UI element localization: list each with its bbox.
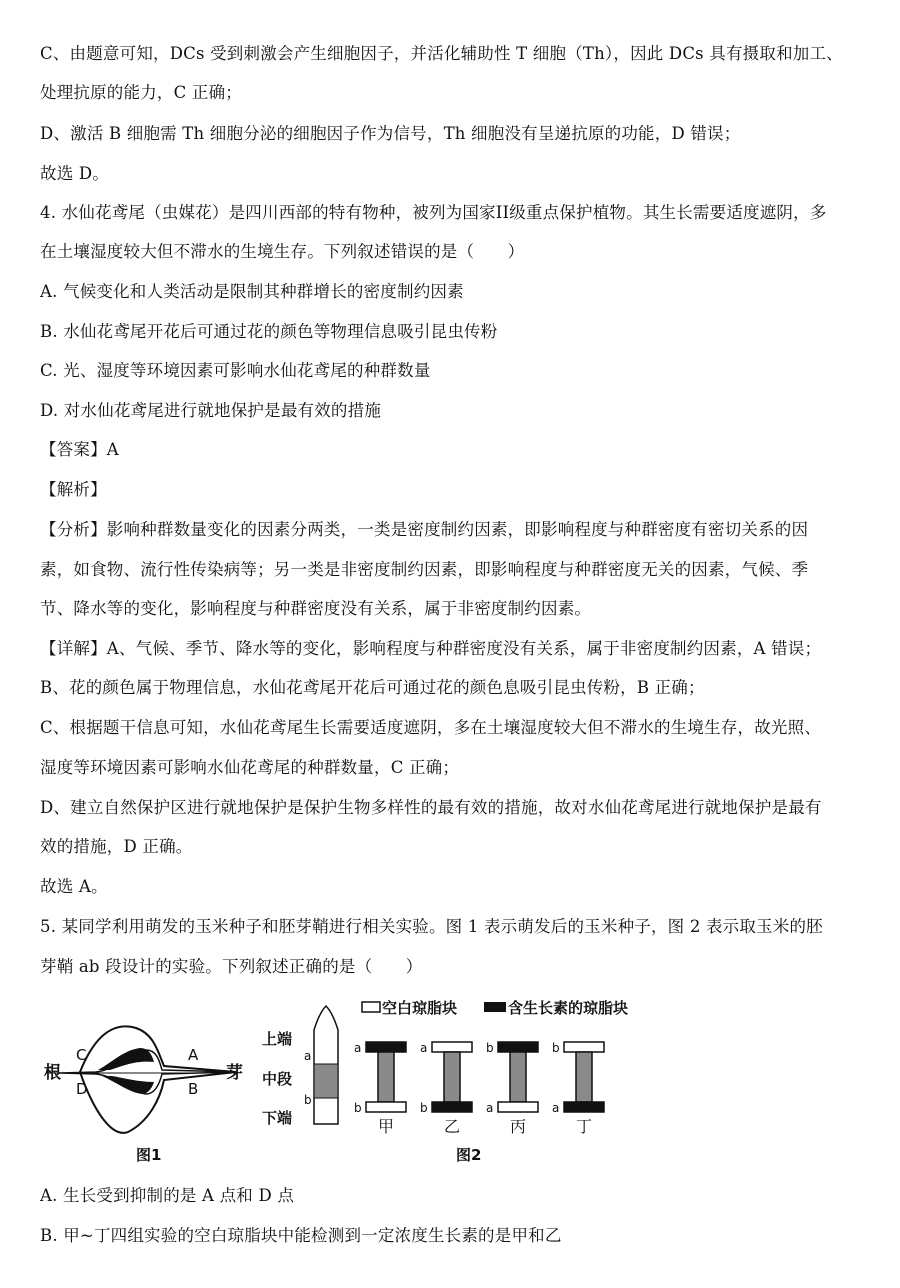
text-line: D、激活 B 细胞需 Th 细胞分泌的细胞因子作为信号，Th 细胞没有呈递抗原的功能，D 错误； [40,124,741,143]
point-c-label: C [76,1046,87,1064]
detail-text: 【详解】A、气候、季节、降水等的变化，影响程度与种群密度没有关系，属于非密度制约因素，A 错误； [40,639,822,658]
segment-end-label: b [420,1101,428,1115]
text-line: 处理抗原的能力，C 正确； [40,83,242,102]
top-agar-block [498,1042,538,1052]
group-name-label: 甲 [378,1117,395,1136]
option-c: C. 光、湿度等环境因素可影响水仙花鸢尾的种群数量 [40,361,431,380]
detail-text: B、花的颜色属于物理信息，水仙花鸢尾开花后可通过花的颜色息吸引昆虫传粉，B 正确； [40,678,705,697]
figure-2-groups [354,1041,604,1136]
bottom-agar-block [498,1102,538,1112]
point-d-label: D [76,1080,88,1098]
coleoptile [262,1006,338,1127]
option-b: B. 水仙花鸢尾开花后可通过花的颜色等物理信息吸引昆虫传粉 [40,322,498,341]
coleoptile-segment [576,1052,592,1102]
segment-bottom-label: 下端 [262,1109,293,1127]
segment-top-label: 上端 [262,1030,293,1048]
detail-text: C、根据题干信息可知，水仙花鸢尾生长需要适度遮阴，多在土壤湿度较大但不滞水的生境生存，故光照、 [40,718,822,737]
detail-text: D、建立自然保护区进行就地保护是保护生物多样性的最有效的措施，故对水仙花鸢尾进行就地保护是最有 [40,798,822,817]
legend-auxin-label: 含生长素的琼脂块 [508,999,629,1017]
analysis-text: 节、降水等的变化，影响程度与种群密度没有关系，属于非密度制约因素。 [40,599,592,618]
detail-text: 效的措施，D 正确。 [40,837,193,856]
text-line: 故选 D。 [40,164,109,183]
legend-auxin-swatch [484,1002,506,1012]
figure-2-caption: 图2 [456,1146,482,1164]
detail-text: 湿度等环境因素可影响水仙花鸢尾的种群数量，C 正确； [40,758,460,777]
experiment-figure [36,992,686,1172]
coleoptile-middle-segment [314,1064,338,1098]
option-d: D. 对水仙花鸢尾进行就地保护是最有效的措施 [40,401,382,420]
figure-2-legend [362,999,628,1017]
bottom-agar-block [564,1102,604,1112]
question-5-stem: 芽鞘 ab 段设计的实验。下列叙述正确的是（ ） [40,957,423,976]
segment-end-label: a [552,1101,560,1115]
legend-blank-label: 空白琼脂块 [382,999,458,1017]
answer-line: 【答案】A [40,440,119,459]
coleoptile-segment [378,1052,394,1102]
segment-end-label: a [486,1101,494,1115]
analysis-heading: 【解析】 [40,480,107,499]
top-agar-block [564,1042,604,1052]
figure-1-seed [44,1026,243,1164]
question-5-stem: 5. 某同学利用萌发的玉米种子和胚芽鞘进行相关实验。图 1 表示萌发后的玉米种子，图 2 表示取玉米的胚 [40,917,823,936]
analysis-text: 【分析】影响种群数量变化的因素分两类，一类是密度制约因素，即影响程度与种群密度有密切关系的因 [40,520,809,539]
segment-end-label: a [354,1041,362,1055]
segment-end-label: b [354,1101,362,1115]
top-agar-block [432,1042,472,1052]
legend-blank-swatch [362,1002,380,1012]
group-name-label: 乙 [444,1117,461,1136]
option-a: A. 气候变化和人类活动是限制其种群增长的密度制约因素 [40,282,464,301]
root-label: 根 [44,1063,61,1083]
question-4-stem: 在土壤湿度较大但不滞水的生境生存。下列叙述错误的是（ ） [40,242,525,261]
point-a-label: A [188,1046,199,1064]
segment-end-label: b [486,1041,494,1055]
point-b-label: B [188,1080,199,1098]
conclusion-line: 故选 A。 [40,877,108,896]
coleoptile-a-label: a [304,1049,312,1063]
coleoptile-b-label: b [304,1093,312,1107]
segment-end-label: b [552,1041,560,1055]
coleoptile-segment [510,1052,526,1102]
text-line: C、由题意可知，DCs 受到刺激会产生细胞因子，并活化辅助性 T 细胞（Th），因此 DCs 具有摄取和加工、 [40,44,843,63]
bottom-agar-block [366,1102,406,1112]
option-a: A. 生长受到抑制的是 A 点和 D 点 [40,1186,295,1205]
bottom-agar-block [432,1102,472,1112]
group-name-label: 丁 [576,1117,593,1136]
segment-middle-label: 中段 [262,1070,293,1088]
figure-1-caption: 图1 [136,1146,162,1164]
group-name-label: 丙 [510,1117,527,1136]
bud-label: 芽 [226,1063,243,1083]
option-b: B. 甲~丁四组实验的空白琼脂块中能检测到一定浓度生长素的是甲和乙 [40,1226,562,1245]
analysis-text: 素，如食物、流行性传染病等；另一类是非密度制约因素，即影响程度与种群密度无关的因素，气候、季 [40,560,809,579]
top-agar-block [366,1042,406,1052]
coleoptile-segment [444,1052,460,1102]
segment-end-label: a [420,1041,428,1055]
question-4-stem: 4. 水仙花鸢尾（虫媒花）是四川西部的特有物种，被列为国家II级重点保护植物。其生长需要适度遮阴，多 [40,203,827,222]
